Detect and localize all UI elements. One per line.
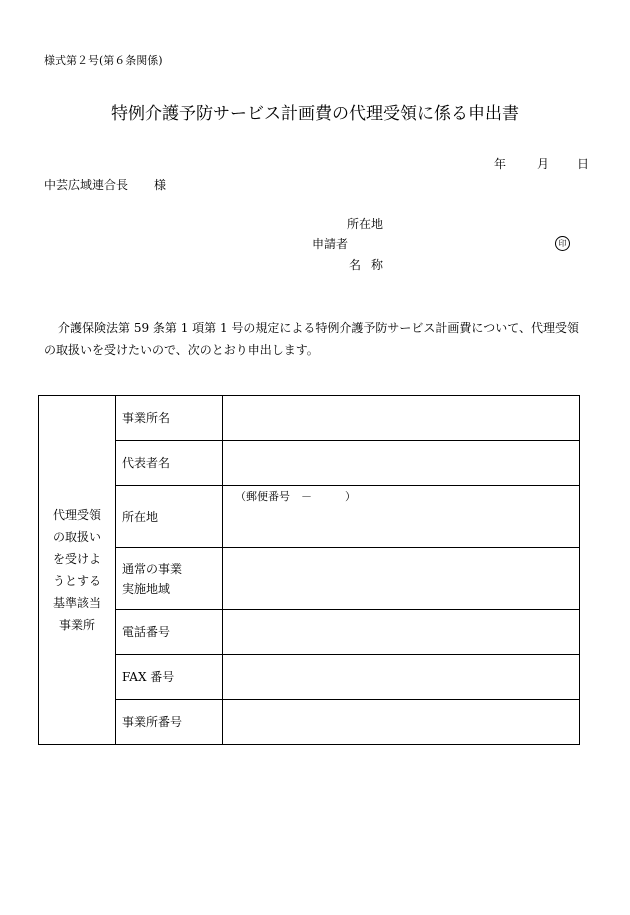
applicant-name-label: 名称 xyxy=(349,258,394,272)
side-heading-line: うとする xyxy=(52,574,101,588)
body-paragraph: 介護保険法第 59 条第 1 項第 1 号の規定による特例介護予防サービス計画費について、代理受領の取扱いを受けたいので、次のとおり申出します。 xyxy=(44,321,579,357)
document-title: 特例介護予防サービス計画費の代理受領に係る申出書 xyxy=(111,104,519,124)
date-year-label: 年 xyxy=(494,157,507,171)
row-label-office-name: 事業所名 xyxy=(116,396,223,441)
side-heading-line: 代理受領 xyxy=(52,508,101,522)
applicant-location-label: 所在地 xyxy=(347,217,384,231)
representative-field[interactable] xyxy=(223,441,580,486)
side-heading-line: 基準該当 xyxy=(52,596,101,610)
side-heading-line: を受けよ xyxy=(52,552,101,566)
service-area-label-line: 通常の事業 xyxy=(122,561,183,576)
row-label-location: 所在地 xyxy=(116,486,223,548)
addressee-name: 中芸広域連合長 xyxy=(44,178,129,192)
office-name-field[interactable] xyxy=(223,396,580,441)
row-label-phone: 電話番号 xyxy=(116,610,223,655)
addressee xyxy=(44,176,166,193)
table-side-heading xyxy=(39,396,116,745)
office-info-table xyxy=(38,395,580,745)
date-month-label: 月 xyxy=(537,157,550,171)
row-label-fax: FAX 番号 xyxy=(116,655,223,700)
side-heading-line: の取扱い xyxy=(52,530,101,544)
addressee-honorific: 様 xyxy=(154,178,167,192)
phone-field[interactable] xyxy=(223,610,580,655)
date-day-label: 日 xyxy=(577,157,590,171)
body-text xyxy=(44,317,589,361)
form-number: 様式第２号(第６条関係) xyxy=(44,54,163,67)
row-label-service-area xyxy=(116,548,223,610)
fax-field[interactable] xyxy=(223,655,580,700)
service-area-label-line: 実施地域 xyxy=(122,581,171,596)
location-field[interactable]: （郵便番号 － ） xyxy=(223,486,580,548)
row-label-representative: 代表者名 xyxy=(116,441,223,486)
applicant-label: 申請者 xyxy=(312,237,349,251)
side-heading-line: 事業所 xyxy=(58,618,95,632)
row-label-office-number: 事業所番号 xyxy=(116,700,223,745)
service-area-field[interactable] xyxy=(223,548,580,610)
office-number-field[interactable] xyxy=(223,700,580,745)
seal-mark: 印 xyxy=(555,236,570,251)
